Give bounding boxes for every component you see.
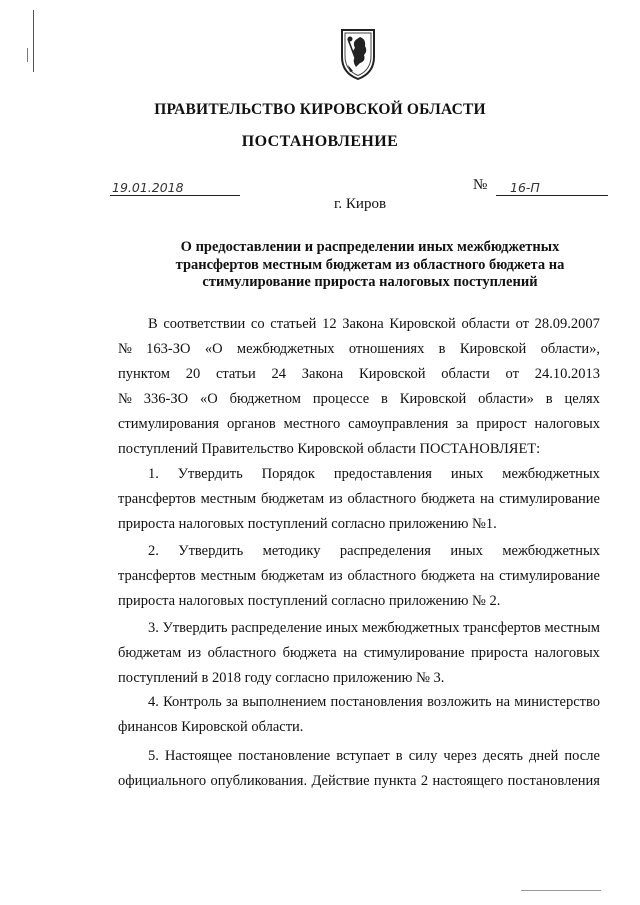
paragraph-line	[118, 312, 600, 337]
word: 336-ЗО	[143, 391, 189, 407]
word: налоговых	[534, 416, 600, 432]
line-text: финансов Кировской области.	[118, 719, 304, 735]
word: из	[329, 491, 343, 507]
document-date: 19.01.2018	[110, 180, 240, 196]
word: области»	[478, 391, 534, 407]
paragraph-line	[118, 769, 600, 794]
word: силу	[408, 748, 438, 764]
document-number: 16-П	[496, 180, 608, 196]
word: области»,	[540, 341, 600, 357]
word: в	[395, 748, 403, 764]
paragraph-line	[118, 564, 600, 589]
word: стимулирование	[499, 491, 600, 507]
word: 4.	[148, 694, 159, 710]
item-1-paragraph	[118, 462, 600, 537]
word: статьей	[270, 316, 317, 332]
word: 24	[271, 366, 286, 382]
word: на	[495, 694, 511, 710]
paragraph-line	[118, 744, 600, 769]
word: пунктом	[118, 366, 170, 382]
word: за	[456, 416, 469, 432]
paragraph-line	[118, 412, 600, 437]
word: бюджетном	[229, 391, 301, 407]
word: 2	[420, 773, 429, 789]
paragraph-line	[118, 616, 600, 641]
word: процессе	[312, 391, 370, 407]
word: в	[545, 391, 553, 407]
word: местным	[200, 568, 257, 584]
document-title	[150, 239, 590, 292]
paragraph-line	[118, 666, 600, 691]
word: со	[250, 316, 265, 332]
word: стимулирование	[499, 568, 600, 584]
word: от	[515, 316, 530, 332]
word: бюджетам	[118, 645, 182, 661]
paragraph-line	[118, 512, 600, 537]
word: 5.	[148, 748, 159, 764]
word: вступает	[336, 748, 390, 764]
word: местным	[544, 620, 600, 636]
word: отношениях	[348, 341, 425, 357]
word: 2.	[148, 543, 159, 559]
line-text: поступлений Правительство Кировской области ПОСТАНОВЛЯЕТ:	[118, 441, 541, 457]
word: самоуправления	[348, 416, 449, 432]
word: предоставления	[333, 466, 432, 482]
title-line: О предоставлении и распределении иных межбюджетных	[180, 239, 560, 255]
item-5-paragraph	[118, 744, 600, 794]
line-text: прироста налоговых поступлений согласно приложению № 2.	[118, 593, 501, 609]
word: из	[187, 645, 202, 661]
word: 24.10.2013	[534, 366, 600, 382]
word: области	[461, 316, 510, 332]
word: Кировской	[359, 366, 426, 382]
scan-artifact-line	[33, 10, 34, 72]
word: бюджетам	[260, 568, 325, 584]
item-2-paragraph	[118, 539, 600, 614]
word: 3.	[148, 620, 159, 636]
word: настоящего	[432, 773, 504, 789]
word: через	[443, 748, 477, 764]
word: постановление	[238, 748, 331, 764]
word: пункта	[373, 773, 417, 789]
word: областного	[347, 491, 417, 507]
word: Настоящее	[164, 748, 233, 764]
word: В	[148, 316, 158, 332]
word: прирост	[476, 416, 527, 432]
paragraph-line	[118, 715, 600, 740]
paragraph-line	[118, 337, 600, 362]
word: иных	[325, 620, 359, 636]
paragraph-line	[118, 690, 600, 715]
word: межбюджетных	[361, 620, 460, 636]
word: соответствии	[163, 316, 246, 332]
paragraph-line	[118, 641, 600, 666]
word: 1.	[148, 466, 159, 482]
word: №	[118, 341, 132, 357]
word: в	[438, 341, 446, 357]
paragraph-line	[118, 589, 600, 614]
word: Утвердить	[177, 466, 243, 482]
word: иных	[450, 543, 483, 559]
title-line: стимулирование прироста налоговых поступлений	[202, 274, 538, 290]
word: Утвердить	[178, 543, 244, 559]
word: прироста	[471, 645, 529, 661]
word: местного	[283, 416, 341, 432]
document-type-heading: ПОСТАНОВЛЕНИЕ	[241, 133, 399, 150]
paragraph-line	[118, 437, 600, 462]
word: трансфертов	[463, 620, 541, 636]
number-label: №	[473, 177, 488, 193]
word: Утвердить	[162, 620, 228, 636]
word: дней	[529, 748, 559, 764]
word: Действие	[311, 773, 370, 789]
word: иных	[450, 466, 484, 482]
city-line: г. Киров	[333, 196, 387, 212]
word: постановления	[507, 773, 600, 789]
word: налоговых	[534, 645, 600, 661]
word: стимулирования	[118, 416, 220, 432]
word: выполнением	[242, 694, 327, 710]
paragraph-line	[118, 539, 600, 564]
word: Закона	[342, 316, 384, 332]
word: «О	[199, 391, 218, 407]
coat-of-arms-emblem	[338, 27, 378, 81]
word: десять	[482, 748, 523, 764]
word: за	[225, 694, 239, 710]
paragraph-line	[118, 487, 600, 512]
word: возложить	[427, 694, 492, 710]
organization-heading: ПРАВИТЕЛЬСТВО КИРОВСКОЙ ОБЛАСТИ	[154, 101, 486, 118]
line-text: поступлений в 2018 году согласно приложению № 3.	[118, 670, 445, 686]
preamble-paragraph	[118, 312, 600, 462]
word: областного	[347, 568, 417, 584]
word: целях	[564, 391, 600, 407]
paragraph-line	[118, 387, 600, 412]
word: бюджета	[282, 645, 337, 661]
word: 20	[185, 366, 201, 382]
word: на	[343, 645, 358, 661]
word: 163-ЗО	[146, 341, 191, 357]
item-3-paragraph	[118, 616, 600, 691]
word: Порядок	[261, 466, 315, 482]
word: Кировской	[389, 316, 456, 332]
word: постановления	[330, 694, 423, 710]
scan-artifact-line	[27, 48, 28, 62]
word: межбюджетных	[502, 543, 600, 559]
word: местным	[200, 491, 257, 507]
word: от	[505, 366, 519, 382]
word: опубликования.	[210, 773, 308, 789]
word: «О	[204, 341, 223, 357]
word: трансфертов	[118, 491, 196, 507]
paragraph-line	[118, 462, 600, 487]
word: бюджетам	[260, 491, 325, 507]
word: области	[441, 366, 490, 382]
word: 12	[322, 316, 337, 332]
word: распределения	[339, 543, 431, 559]
line-text: прироста налоговых поступлений согласно приложению №1.	[118, 516, 497, 532]
word: Закона	[301, 366, 344, 382]
word: трансфертов	[118, 568, 196, 584]
word: Кировской	[459, 341, 527, 357]
word: после	[564, 748, 600, 764]
scan-artifact-line	[521, 890, 601, 891]
word: бюджета	[421, 491, 476, 507]
word: №	[118, 391, 132, 407]
word: 28.09.2007	[534, 316, 600, 332]
word: межбюджетных	[236, 341, 335, 357]
word: областного	[207, 645, 277, 661]
word: министерство	[514, 694, 600, 710]
word: распределение	[231, 620, 322, 636]
title-line: трансфертов местным бюджетам из областного бюджета на	[175, 256, 565, 273]
word: на	[479, 491, 495, 507]
word: статьи	[215, 366, 256, 382]
paragraph-line	[118, 362, 600, 387]
word: из	[329, 568, 343, 584]
word: Контроль	[163, 694, 222, 710]
word: органов	[227, 416, 276, 432]
word: на	[479, 568, 495, 584]
word: бюджета	[421, 568, 476, 584]
word: межбюджетных	[502, 466, 600, 482]
word: в	[381, 391, 388, 407]
word: стимулирование	[363, 645, 465, 661]
word: Кировской	[399, 391, 467, 407]
item-4-paragraph	[118, 690, 600, 740]
word: методику	[262, 543, 321, 559]
word: официального	[118, 773, 207, 789]
